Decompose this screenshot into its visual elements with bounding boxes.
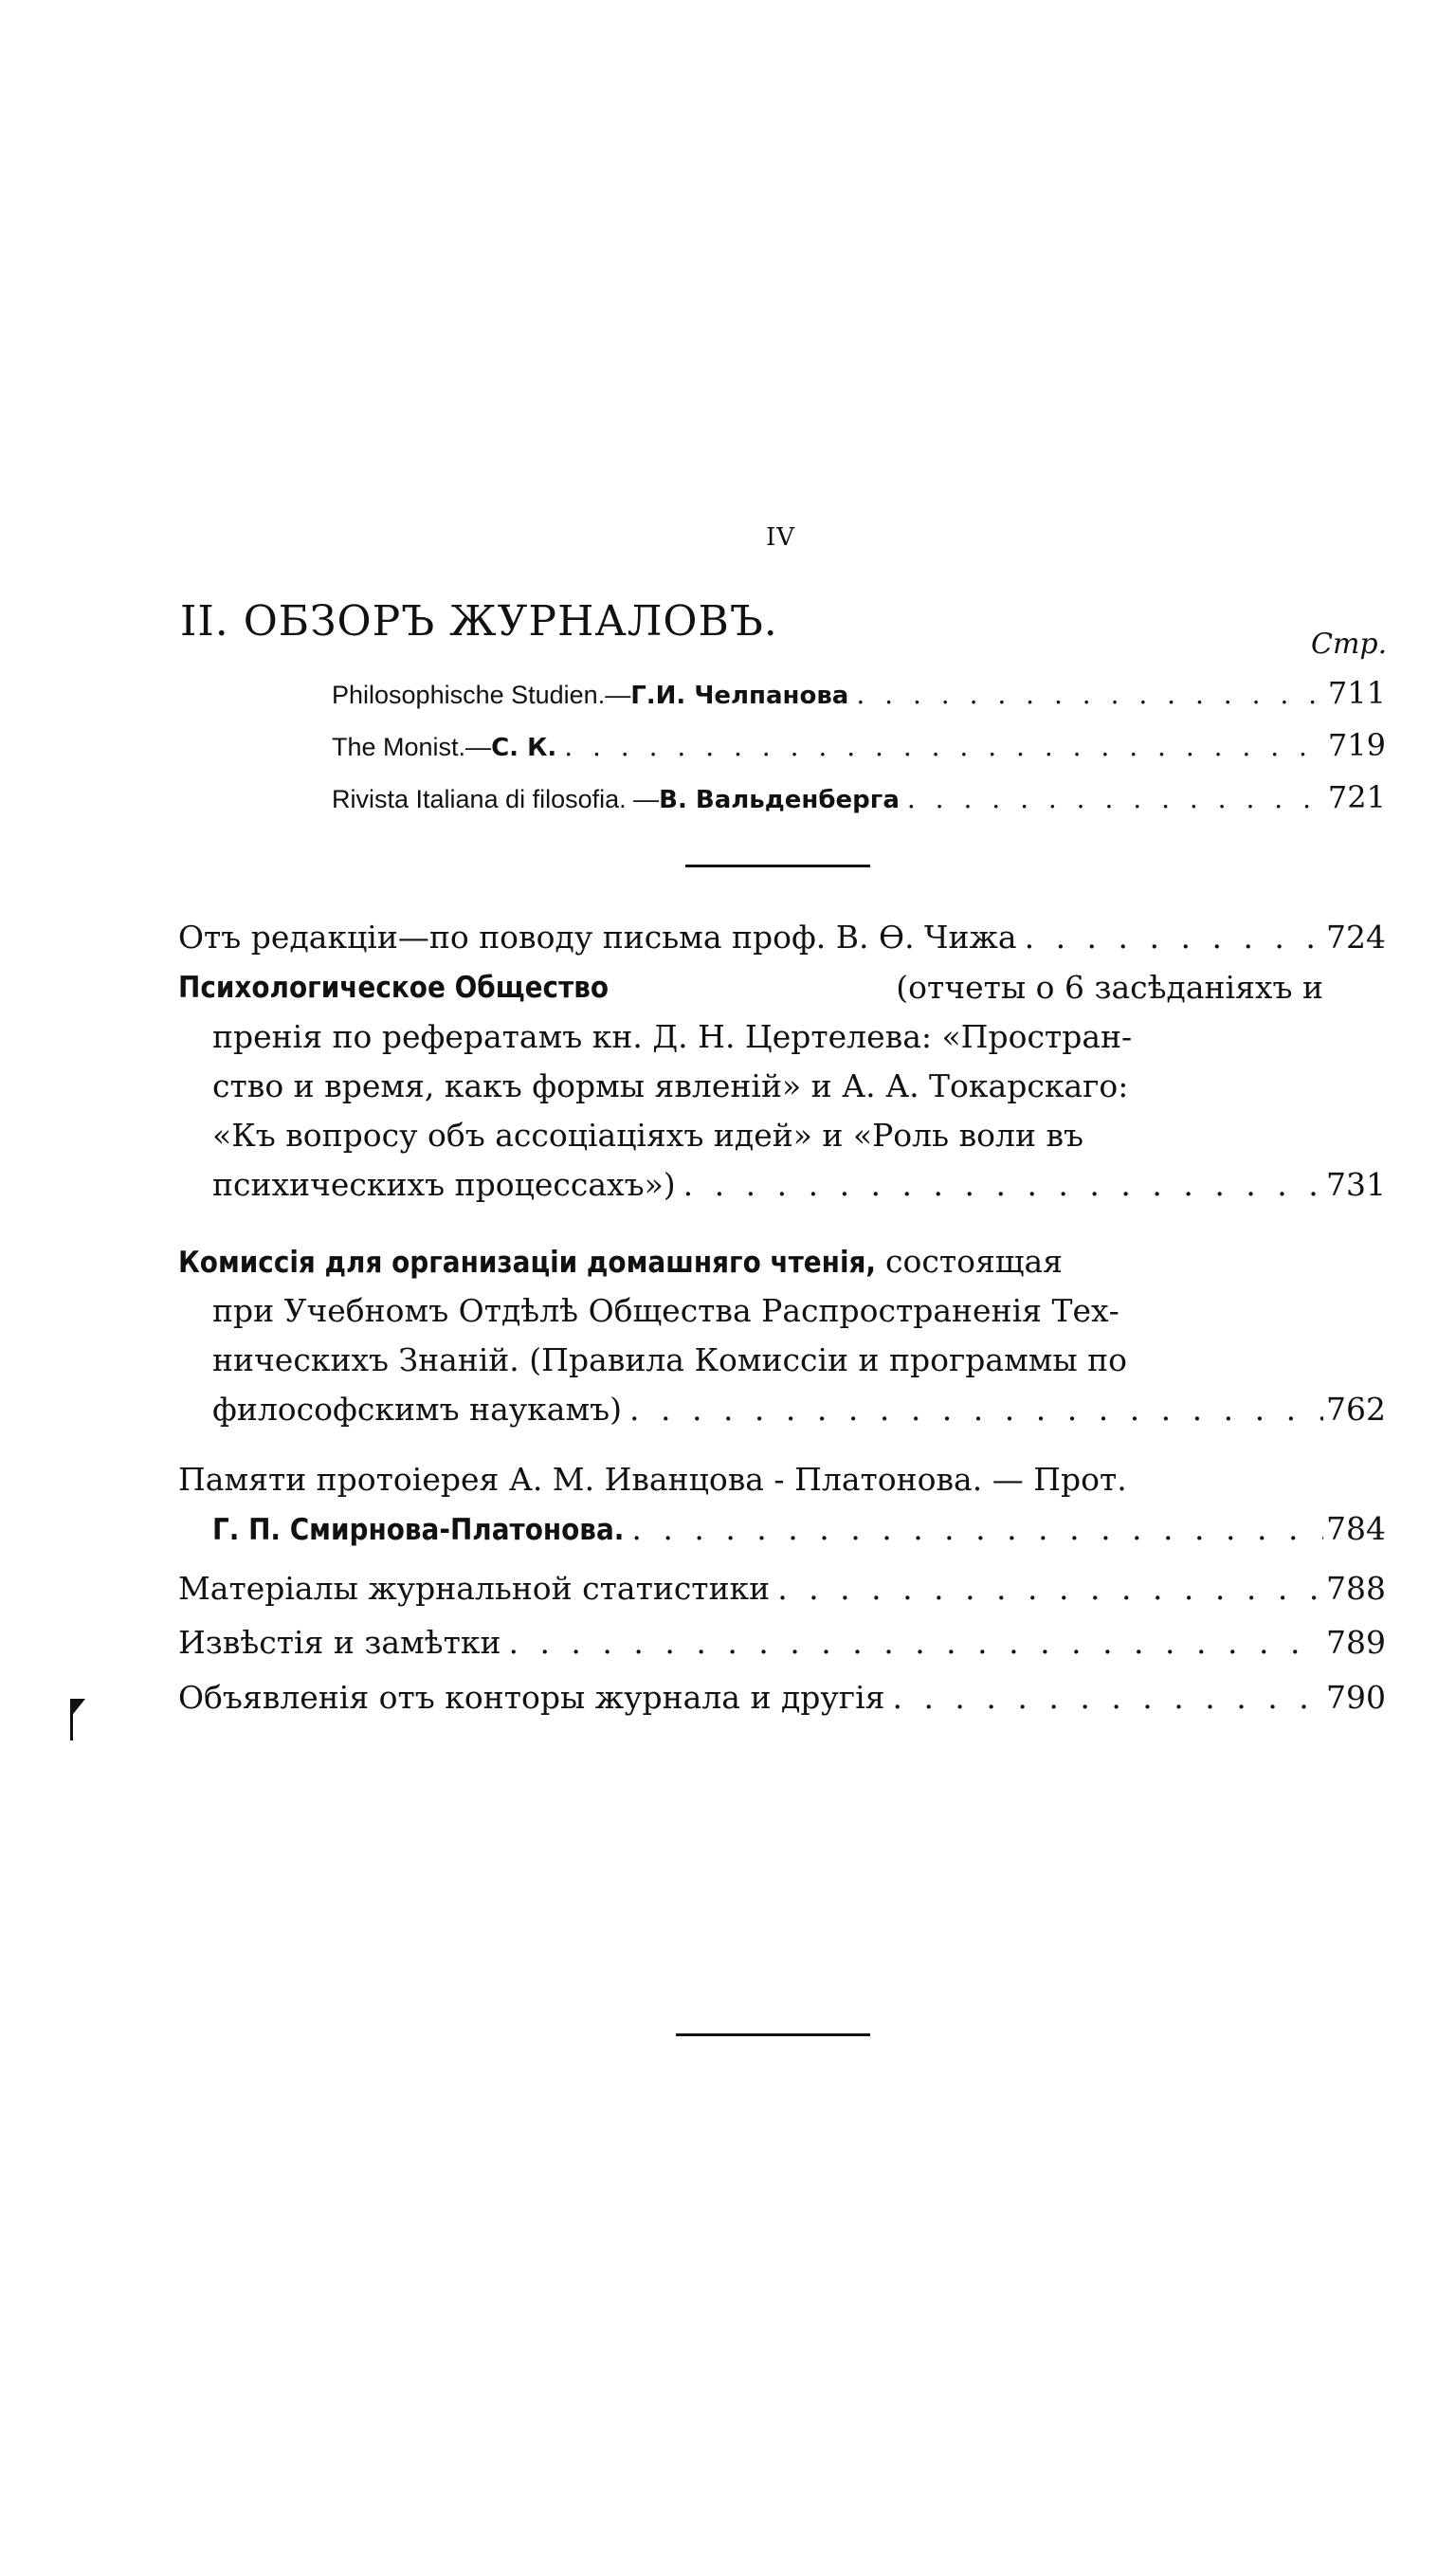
entry-text: (отчеты о 6 засѣданіяхъ и xyxy=(896,969,1323,1006)
divider-rule xyxy=(685,865,870,867)
page-number: IV xyxy=(766,523,796,552)
margin-mark-stem xyxy=(70,1699,73,1740)
dot-leader xyxy=(676,1160,1323,1210)
subentry-title: The Monist.— xyxy=(332,733,492,761)
entry-text: при Учебномъ Отдѣлѣ Общества Распространенія Тех- xyxy=(212,1292,1119,1329)
end-rule xyxy=(676,2033,870,2036)
toc-subentry[interactable] xyxy=(332,727,1386,765)
toc-entry[interactable] xyxy=(178,1564,1386,1613)
entry-bold-lead: Психологическое Общество xyxy=(178,971,610,1005)
dot-leader xyxy=(1017,913,1323,962)
entry-page: 788 xyxy=(1326,1570,1386,1607)
entry-text: Памяти протоіерея А. М. Иванцова - Платонова. — Прот. xyxy=(178,1461,1127,1498)
entry-text: философскимъ наукамъ) xyxy=(212,1391,623,1428)
subentry-page: 721 xyxy=(1327,779,1386,815)
entry-text: психическихъ процессахъ») xyxy=(212,1166,676,1203)
subentry-title: Rivista Italiana di filosofia. — xyxy=(332,785,660,813)
entry-page: 731 xyxy=(1326,1166,1386,1203)
entry-text: ническихъ Знаній. (Правила Комиссіи и программы по xyxy=(212,1341,1128,1378)
toc-entry[interactable] xyxy=(178,1673,1386,1722)
subentry-page: 719 xyxy=(1327,727,1386,763)
dot-leader xyxy=(770,1564,1323,1613)
dot-leader xyxy=(622,1385,1323,1434)
subentry-author: В. Вальденберга xyxy=(659,786,900,814)
toc-entry[interactable] xyxy=(178,1455,1386,1554)
entry-text: Извѣстія и замѣтки xyxy=(178,1624,501,1661)
subentry-page: 711 xyxy=(1327,675,1386,711)
toc-entry[interactable] xyxy=(178,1618,1386,1667)
entry-text: состоящая xyxy=(885,1243,1063,1280)
entry-text: Объявленія отъ конторы журнала и другія xyxy=(178,1679,885,1716)
subentry-title: Philosophische Studien.— xyxy=(332,681,631,709)
dot-leader xyxy=(848,679,1323,710)
entry-page: 790 xyxy=(1326,1679,1386,1716)
entry-text: Отъ редакціи—по поводу письма проф. В. Ѳ. Чижа xyxy=(178,919,1017,956)
entry-bold-lead: Комиссія для организаціи домашняго чтенія, xyxy=(178,1246,877,1280)
subentry-author: Г.И. Челпанова xyxy=(630,682,849,710)
entry-page: 762 xyxy=(1326,1391,1386,1428)
entry-page: 784 xyxy=(1326,1510,1386,1547)
dot-leader xyxy=(900,783,1323,814)
entry-page: 789 xyxy=(1326,1624,1386,1661)
toc-subentry[interactable] xyxy=(332,779,1386,817)
page-column-label: Стр. xyxy=(1311,628,1388,661)
toc-entry[interactable] xyxy=(178,1237,1386,1434)
entry-text: ство и время, какъ формы явленій» и А. А. Токарскаго: xyxy=(212,1067,1129,1104)
dot-leader xyxy=(556,731,1323,762)
toc-subentry[interactable] xyxy=(332,675,1386,713)
entry-text: «Къ вопросу объ ассоціаціяхъ идей» и «Роль воли въ xyxy=(212,1117,1084,1154)
toc-entry[interactable] xyxy=(178,963,1386,1210)
entry-bold-tail: Г. П. Смирнова-Платонова. xyxy=(212,1513,625,1547)
entry-page: 724 xyxy=(1326,919,1386,956)
section-heading: II. ОБЗОРЪ ЖУРНАЛОВЪ. xyxy=(180,597,778,646)
dot-leader xyxy=(884,1673,1323,1722)
dot-leader xyxy=(624,1504,1323,1554)
entry-text: пренія по рефератамъ кн. Д. Н. Цертелева: «Простран- xyxy=(212,1018,1133,1055)
entry-text: Матеріалы журнальной статистики xyxy=(178,1570,771,1607)
subentry-author: С. К. xyxy=(491,734,557,762)
toc-entry[interactable] xyxy=(178,913,1386,962)
dot-leader xyxy=(500,1618,1323,1667)
